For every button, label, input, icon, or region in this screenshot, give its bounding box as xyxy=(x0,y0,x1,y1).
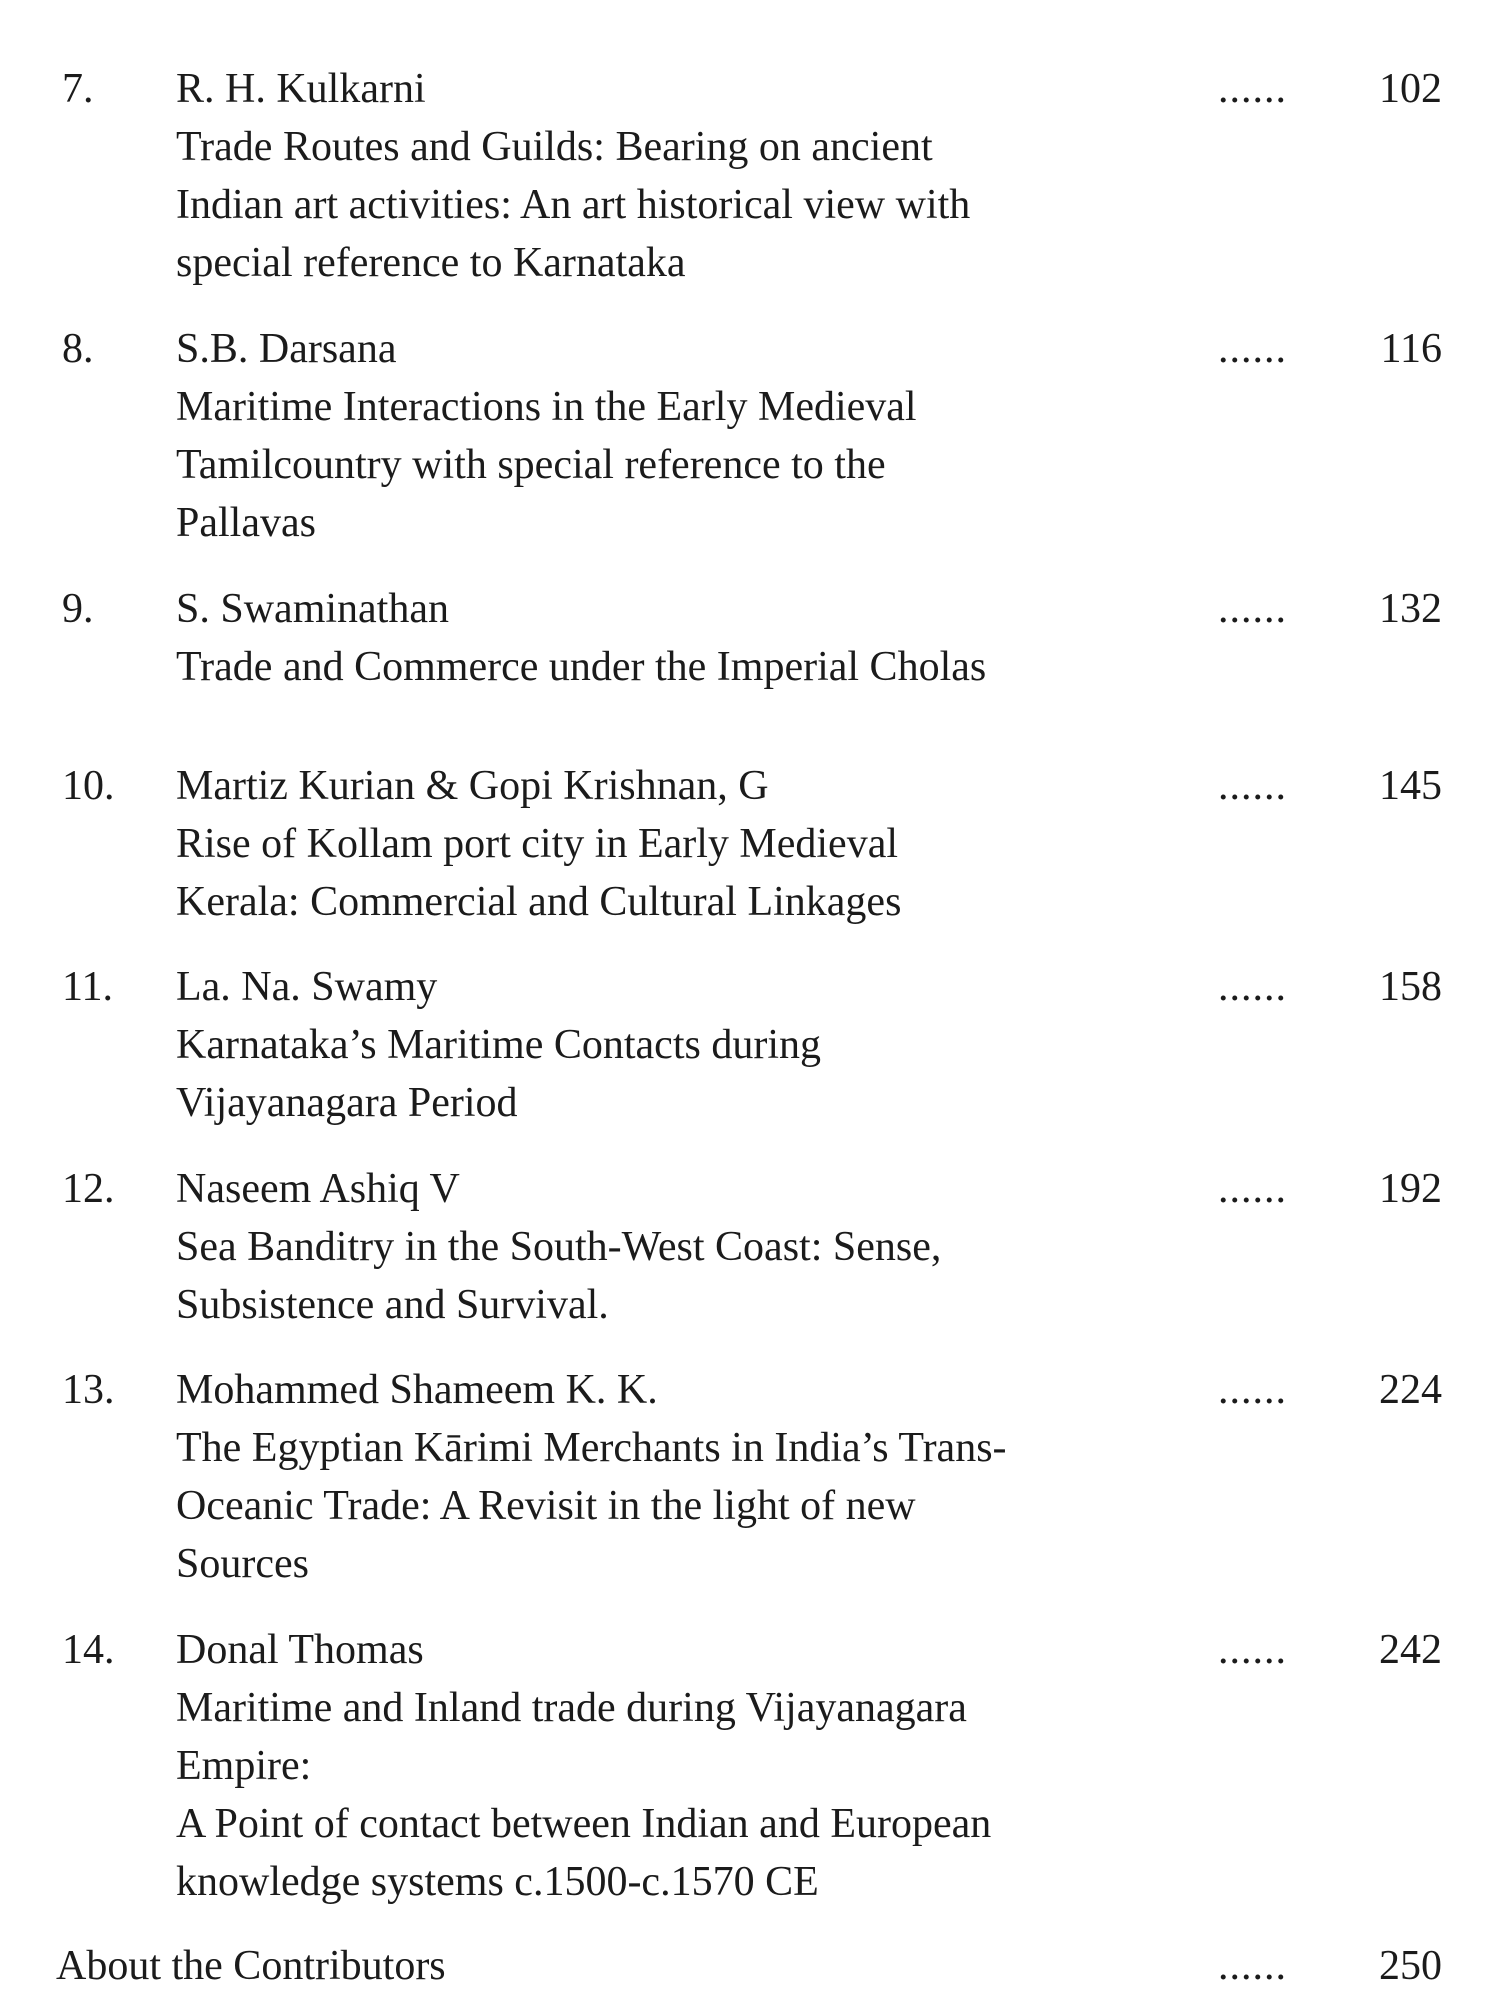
page-number: 145 xyxy=(1379,763,1442,809)
entry-number: 7. xyxy=(62,66,94,112)
entry-title-line: Trade and Commerce under the Imperial Cholas xyxy=(176,644,987,690)
entry-title-line: Empire: xyxy=(176,1743,312,1789)
entry-author: Mohammed Shameem K. K. xyxy=(176,1367,658,1413)
page-number: 158 xyxy=(1379,964,1442,1010)
dot-leader: ...... xyxy=(1218,1627,1287,1673)
entry-title-line: Pallavas xyxy=(176,500,316,546)
entry-number: 14. xyxy=(62,1627,115,1673)
entry-text xyxy=(176,320,1136,552)
entry-title-line: A Point of contact between Indian and European xyxy=(176,1801,992,1847)
entry-text xyxy=(176,757,1136,931)
page-number: 132 xyxy=(1379,586,1442,632)
page-number: 250 xyxy=(1379,1943,1442,1989)
entry-title-line: Subsistence and Survival. xyxy=(176,1282,609,1328)
entry-author: Naseem Ashiq V xyxy=(176,1166,460,1212)
page-number: 224 xyxy=(1379,1367,1442,1413)
entry-title-line: Indian art activities: An art historical view with xyxy=(176,182,971,228)
entry-title-line: Tamilcountry with special reference to the xyxy=(176,442,886,488)
entry-title-line: Trade Routes and Guilds: Bearing on ancient xyxy=(176,124,933,170)
entry-text xyxy=(176,1361,1136,1593)
entry-author: La. Na. Swamy xyxy=(176,964,438,1010)
contributors-label: About the Contributors xyxy=(56,1943,446,1989)
dot-leader: ...... xyxy=(1218,763,1287,809)
dot-leader: ...... xyxy=(1218,1367,1287,1413)
entry-title-line: Kerala: Commercial and Cultural Linkages xyxy=(176,879,902,925)
entry-text xyxy=(176,60,1136,292)
entry-author: S. Swaminathan xyxy=(176,586,449,632)
entry-text xyxy=(176,580,1136,696)
entry-text xyxy=(176,1621,1136,1911)
entry-number: 11. xyxy=(62,964,113,1010)
entry-number: 8. xyxy=(62,326,94,372)
entry-number: 12. xyxy=(62,1166,115,1212)
dot-leader: ...... xyxy=(1218,964,1287,1010)
entry-title-line: The Egyptian Kārimi Merchants in India’s Trans- xyxy=(176,1425,1007,1471)
entry-title-line: Sources xyxy=(176,1541,309,1587)
entry-title-line: Karnataka’s Maritime Contacts during xyxy=(176,1022,821,1068)
entry-title-line: Sea Banditry in the South-West Coast: Sense, xyxy=(176,1224,942,1270)
dot-leader: ...... xyxy=(1218,1943,1287,1989)
entry-title-line: Rise of Kollam port city in Early Medieval xyxy=(176,821,898,867)
page-number: 192 xyxy=(1379,1166,1442,1212)
page-number: 102 xyxy=(1379,66,1442,112)
dot-leader: ...... xyxy=(1218,326,1287,372)
entry-author: Donal Thomas xyxy=(176,1627,424,1673)
entry-title-line: Vijayanagara Period xyxy=(176,1080,518,1126)
entry-number: 13. xyxy=(62,1367,115,1413)
entry-title-line: knowledge systems c.1500-c.1570 CE xyxy=(176,1859,819,1905)
page-number: 116 xyxy=(1380,326,1442,372)
entry-author: Martiz Kurian & Gopi Krishnan, G xyxy=(176,763,769,809)
entry-title-line: Oceanic Trade: A Revisit in the light of new xyxy=(176,1483,916,1529)
page-number: 242 xyxy=(1379,1627,1442,1673)
entry-author: S.B. Darsana xyxy=(176,326,397,372)
entry-text xyxy=(176,1160,1136,1334)
dot-leader: ...... xyxy=(1218,586,1287,632)
entry-title-line: Maritime and Inland trade during Vijayanagara xyxy=(176,1685,967,1731)
entry-text xyxy=(176,958,1136,1132)
entry-number: 9. xyxy=(62,586,94,632)
entry-title-line: Maritime Interactions in the Early Medieval xyxy=(176,384,917,430)
dot-leader: ...... xyxy=(1218,1166,1287,1212)
dot-leader: ...... xyxy=(1218,66,1287,112)
entry-author: R. H. Kulkarni xyxy=(176,66,426,112)
entry-number: 10. xyxy=(62,763,115,809)
entry-title-line: special reference to Karnataka xyxy=(176,240,686,286)
